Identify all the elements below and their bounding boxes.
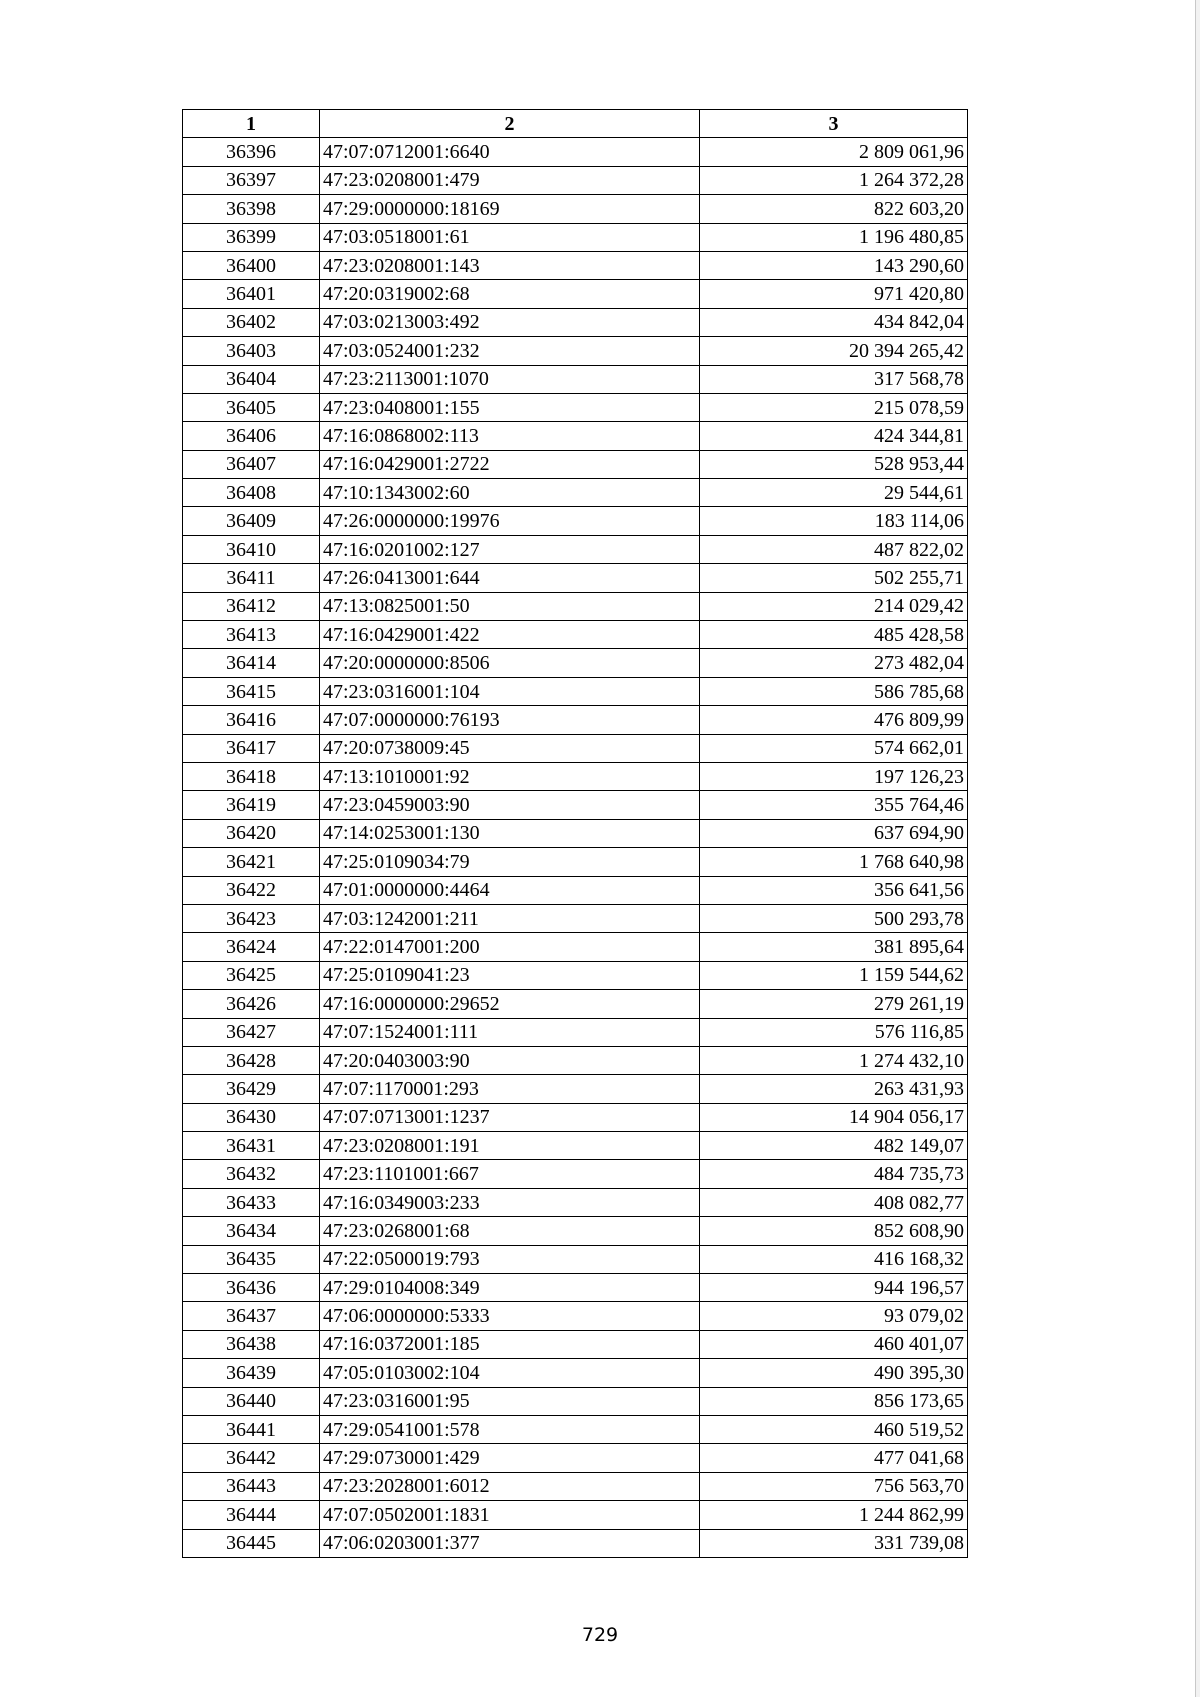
value-cell: 356 641,56 (700, 876, 968, 904)
row-number-cell: 36405 (183, 393, 320, 421)
row-number-cell: 36441 (183, 1415, 320, 1443)
table-row (183, 422, 968, 450)
value-cell: 416 168,32 (700, 1245, 968, 1273)
table-row (183, 1274, 968, 1302)
value-cell: 424 344,81 (700, 422, 968, 450)
value-cell: 14 904 056,17 (700, 1103, 968, 1131)
cadastral-number-cell: 47:16:0372001:185 (320, 1330, 700, 1358)
cadastral-number-cell: 47:26:0000000:19976 (320, 507, 700, 535)
row-number-cell: 36427 (183, 1018, 320, 1046)
row-number-cell: 36424 (183, 933, 320, 961)
table-row (183, 1046, 968, 1074)
cadastral-number-cell: 47:06:0203001:377 (320, 1529, 700, 1557)
value-cell: 460 401,07 (700, 1330, 968, 1358)
cadastral-number-cell: 47:23:0408001:155 (320, 393, 700, 421)
table-row (183, 138, 968, 166)
cadastral-number-cell: 47:13:0825001:50 (320, 592, 700, 620)
row-number-cell: 36399 (183, 223, 320, 251)
value-cell: 1 274 432,10 (700, 1046, 968, 1074)
table-row (183, 365, 968, 393)
cadastral-value-table (182, 109, 968, 1558)
table-row (183, 791, 968, 819)
value-cell: 381 895,64 (700, 933, 968, 961)
row-number-cell: 36403 (183, 337, 320, 365)
cadastral-number-cell: 47:29:0730001:429 (320, 1444, 700, 1472)
row-number-cell: 36411 (183, 564, 320, 592)
row-number-cell: 36414 (183, 649, 320, 677)
cadastral-number-cell: 47:07:0502001:1831 (320, 1501, 700, 1529)
table-row (183, 621, 968, 649)
value-cell: 490 395,30 (700, 1359, 968, 1387)
value-cell: 408 082,77 (700, 1188, 968, 1216)
table-row (183, 535, 968, 563)
cadastral-number-cell: 47:14:0253001:130 (320, 819, 700, 847)
value-cell: 484 735,73 (700, 1160, 968, 1188)
row-number-cell: 36398 (183, 195, 320, 223)
value-cell: 500 293,78 (700, 904, 968, 932)
row-number-cell: 36422 (183, 876, 320, 904)
row-number-cell: 36412 (183, 592, 320, 620)
value-cell: 502 255,71 (700, 564, 968, 592)
table-row (183, 507, 968, 535)
row-number-cell: 36430 (183, 1103, 320, 1131)
table-row (183, 762, 968, 790)
cadastral-number-cell: 47:07:1170001:293 (320, 1075, 700, 1103)
table-row (183, 479, 968, 507)
cadastral-number-cell: 47:29:0541001:578 (320, 1415, 700, 1443)
cadastral-number-cell: 47:03:1242001:211 (320, 904, 700, 932)
row-number-cell: 36425 (183, 961, 320, 989)
row-number-cell: 36433 (183, 1188, 320, 1216)
page-number: 729 (581, 1624, 619, 1646)
table-row (183, 1188, 968, 1216)
cadastral-number-cell: 47:16:0000000:29652 (320, 990, 700, 1018)
table-row (183, 195, 968, 223)
table-row (183, 848, 968, 876)
table-row (183, 251, 968, 279)
cadastral-number-cell: 47:20:0000000:8506 (320, 649, 700, 677)
value-cell: 214 029,42 (700, 592, 968, 620)
page-edge (1195, 0, 1200, 1697)
value-cell: 460 519,52 (700, 1415, 968, 1443)
table-row (183, 1302, 968, 1330)
row-number-cell: 36443 (183, 1472, 320, 1500)
value-cell: 1 768 640,98 (700, 848, 968, 876)
table-row (183, 904, 968, 932)
value-cell: 1 244 862,99 (700, 1501, 968, 1529)
row-number-cell: 36437 (183, 1302, 320, 1330)
column-header-1: 1 (183, 110, 320, 138)
row-number-cell: 36439 (183, 1359, 320, 1387)
value-cell: 822 603,20 (700, 195, 968, 223)
table-row (183, 734, 968, 762)
value-cell: 183 114,06 (700, 507, 968, 535)
value-cell: 197 126,23 (700, 762, 968, 790)
table-row (183, 1359, 968, 1387)
row-number-cell: 36409 (183, 507, 320, 535)
value-cell: 279 261,19 (700, 990, 968, 1018)
table-row (183, 677, 968, 705)
table-row (183, 166, 968, 194)
cadastral-number-cell: 47:05:0103002:104 (320, 1359, 700, 1387)
cadastral-number-cell: 47:01:0000000:4464 (320, 876, 700, 904)
cadastral-number-cell: 47:29:0000000:18169 (320, 195, 700, 223)
table-row (183, 876, 968, 904)
table-row (183, 337, 968, 365)
cadastral-number-cell: 47:06:0000000:5333 (320, 1302, 700, 1330)
row-number-cell: 36401 (183, 280, 320, 308)
table-row (183, 450, 968, 478)
row-number-cell: 36426 (183, 990, 320, 1018)
cadastral-number-cell: 47:16:0868002:113 (320, 422, 700, 450)
value-cell: 331 739,08 (700, 1529, 968, 1557)
value-cell: 485 428,58 (700, 621, 968, 649)
cadastral-number-cell: 47:23:0316001:104 (320, 677, 700, 705)
table-row (183, 308, 968, 336)
row-number-cell: 36419 (183, 791, 320, 819)
table-row (183, 819, 968, 847)
table-row (183, 280, 968, 308)
cadastral-number-cell: 47:07:0713001:1237 (320, 1103, 700, 1131)
table-row (183, 564, 968, 592)
value-cell: 756 563,70 (700, 1472, 968, 1500)
value-cell: 434 842,04 (700, 308, 968, 336)
cadastral-number-cell: 47:07:0000000:76193 (320, 706, 700, 734)
value-cell: 143 290,60 (700, 251, 968, 279)
cadastral-number-cell: 47:13:1010001:92 (320, 762, 700, 790)
row-number-cell: 36429 (183, 1075, 320, 1103)
row-number-cell: 36442 (183, 1444, 320, 1472)
cadastral-number-cell: 47:25:0109034:79 (320, 848, 700, 876)
row-number-cell: 36417 (183, 734, 320, 762)
cadastral-number-cell: 47:23:2113001:1070 (320, 365, 700, 393)
cadastral-number-cell: 47:03:0524001:232 (320, 337, 700, 365)
value-cell: 1 159 544,62 (700, 961, 968, 989)
table-row (183, 1217, 968, 1245)
value-cell: 856 173,65 (700, 1387, 968, 1415)
table-row (183, 933, 968, 961)
value-cell: 971 420,80 (700, 280, 968, 308)
value-cell: 586 785,68 (700, 677, 968, 705)
value-cell: 477 041,68 (700, 1444, 968, 1472)
table-row (183, 1018, 968, 1046)
table-row (183, 393, 968, 421)
row-number-cell: 36435 (183, 1245, 320, 1273)
table-row (183, 1501, 968, 1529)
row-number-cell: 36436 (183, 1274, 320, 1302)
row-number-cell: 36397 (183, 166, 320, 194)
cadastral-number-cell: 47:07:1524001:111 (320, 1018, 700, 1046)
row-number-cell: 36420 (183, 819, 320, 847)
value-cell: 317 568,78 (700, 365, 968, 393)
cadastral-number-cell: 47:20:0738009:45 (320, 734, 700, 762)
table-row (183, 1132, 968, 1160)
table-row (183, 1415, 968, 1443)
cadastral-number-cell: 47:23:0208001:143 (320, 251, 700, 279)
value-cell: 476 809,99 (700, 706, 968, 734)
value-cell: 1 264 372,28 (700, 166, 968, 194)
table-row (183, 1330, 968, 1358)
table-body (183, 138, 968, 1558)
row-number-cell: 36400 (183, 251, 320, 279)
table-row (183, 1160, 968, 1188)
table-row (183, 1387, 968, 1415)
table-row (183, 961, 968, 989)
row-number-cell: 36406 (183, 422, 320, 450)
row-number-cell: 36410 (183, 535, 320, 563)
value-cell: 482 149,07 (700, 1132, 968, 1160)
cadastral-number-cell: 47:22:0147001:200 (320, 933, 700, 961)
table-row (183, 1245, 968, 1273)
row-number-cell: 36418 (183, 762, 320, 790)
row-number-cell: 36396 (183, 138, 320, 166)
value-cell: 263 431,93 (700, 1075, 968, 1103)
table-row (183, 706, 968, 734)
value-cell: 2 809 061,96 (700, 138, 968, 166)
table-header-row (183, 110, 968, 138)
row-number-cell: 36402 (183, 308, 320, 336)
value-cell: 852 608,90 (700, 1217, 968, 1245)
cadastral-number-cell: 47:03:0213003:492 (320, 308, 700, 336)
cadastral-number-cell: 47:23:2028001:6012 (320, 1472, 700, 1500)
row-number-cell: 36434 (183, 1217, 320, 1245)
row-number-cell: 36407 (183, 450, 320, 478)
value-cell: 637 694,90 (700, 819, 968, 847)
value-cell: 528 953,44 (700, 450, 968, 478)
row-number-cell: 36421 (183, 848, 320, 876)
table-row (183, 592, 968, 620)
cadastral-number-cell: 47:23:0208001:191 (320, 1132, 700, 1160)
table-row (183, 1103, 968, 1131)
cadastral-number-cell: 47:22:0500019:793 (320, 1245, 700, 1273)
row-number-cell: 36413 (183, 621, 320, 649)
table-row (183, 1075, 968, 1103)
table-row (183, 1444, 968, 1472)
table-row (183, 990, 968, 1018)
row-number-cell: 36416 (183, 706, 320, 734)
row-number-cell: 36404 (183, 365, 320, 393)
row-number-cell: 36415 (183, 677, 320, 705)
cadastral-number-cell: 47:16:0429001:422 (320, 621, 700, 649)
cadastral-number-cell: 47:23:0316001:95 (320, 1387, 700, 1415)
row-number-cell: 36428 (183, 1046, 320, 1074)
value-cell: 487 822,02 (700, 535, 968, 563)
cadastral-number-cell: 47:10:1343002:60 (320, 479, 700, 507)
value-cell: 29 544,61 (700, 479, 968, 507)
cadastral-number-cell: 47:07:0712001:6640 (320, 138, 700, 166)
cadastral-number-cell: 47:20:0319002:68 (320, 280, 700, 308)
row-number-cell: 36431 (183, 1132, 320, 1160)
row-number-cell: 36408 (183, 479, 320, 507)
value-cell: 20 394 265,42 (700, 337, 968, 365)
cadastral-number-cell: 47:23:0459003:90 (320, 791, 700, 819)
cadastral-number-cell: 47:03:0518001:61 (320, 223, 700, 251)
row-number-cell: 36444 (183, 1501, 320, 1529)
table-row (183, 649, 968, 677)
column-header-2: 2 (320, 110, 700, 138)
table-row (183, 1529, 968, 1557)
value-cell: 576 116,85 (700, 1018, 968, 1046)
row-number-cell: 36445 (183, 1529, 320, 1557)
cadastral-number-cell: 47:26:0413001:644 (320, 564, 700, 592)
cadastral-number-cell: 47:16:0429001:2722 (320, 450, 700, 478)
cadastral-number-cell: 47:29:0104008:349 (320, 1274, 700, 1302)
cadastral-number-cell: 47:20:0403003:90 (320, 1046, 700, 1074)
value-cell: 93 079,02 (700, 1302, 968, 1330)
column-header-3: 3 (700, 110, 968, 138)
value-cell: 574 662,01 (700, 734, 968, 762)
row-number-cell: 36440 (183, 1387, 320, 1415)
row-number-cell: 36423 (183, 904, 320, 932)
row-number-cell: 36432 (183, 1160, 320, 1188)
cadastral-number-cell: 47:23:0268001:68 (320, 1217, 700, 1245)
value-cell: 355 764,46 (700, 791, 968, 819)
cadastral-number-cell: 47:16:0201002:127 (320, 535, 700, 563)
table-row (183, 223, 968, 251)
value-cell: 215 078,59 (700, 393, 968, 421)
value-cell: 273 482,04 (700, 649, 968, 677)
cadastral-number-cell: 47:23:0208001:479 (320, 166, 700, 194)
cadastral-number-cell: 47:16:0349003:233 (320, 1188, 700, 1216)
row-number-cell: 36438 (183, 1330, 320, 1358)
value-cell: 944 196,57 (700, 1274, 968, 1302)
cadastral-number-cell: 47:25:0109041:23 (320, 961, 700, 989)
value-cell: 1 196 480,85 (700, 223, 968, 251)
table-row (183, 1472, 968, 1500)
cadastral-number-cell: 47:23:1101001:667 (320, 1160, 700, 1188)
